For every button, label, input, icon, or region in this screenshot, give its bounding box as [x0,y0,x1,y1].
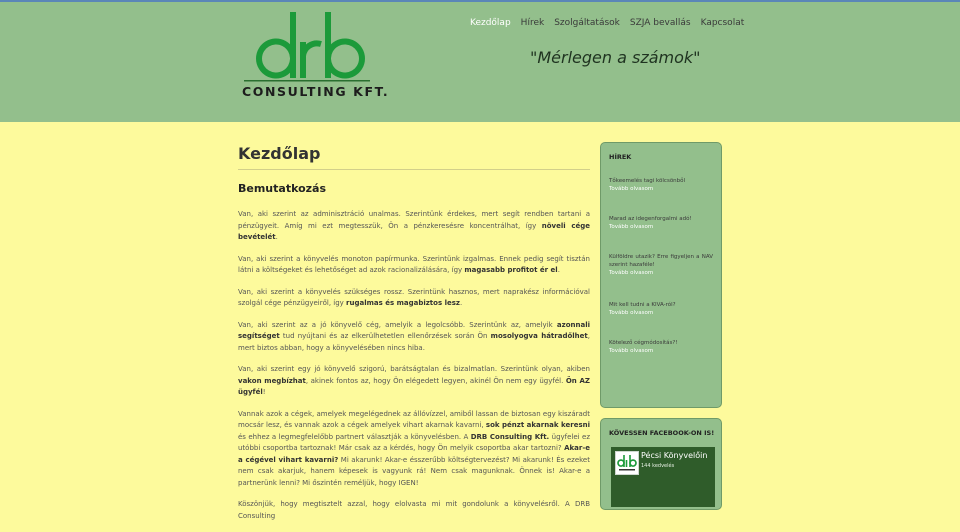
read-more-link[interactable]: Tovább olvasom [609,224,654,230]
read-more-link[interactable]: Tovább olvasom [609,310,654,316]
facebook-page-thumbnail [615,451,639,475]
news-item-title[interactable]: Marad az idegenforgalmi adó! [609,216,692,222]
facebook-page-widget[interactable] [611,447,715,507]
news-item-title[interactable]: Külföldre utazik? Erre figyeljen a NAV szerint hazaféle! [609,254,713,268]
news-box-title: HÍREK [609,153,632,161]
nav-szolgaltatasok[interactable]: Szolgáltatások [554,18,620,28]
read-more-link[interactable]: Tovább olvasom [609,186,654,192]
news-box [600,142,722,408]
intro-paragraph-6: Vannak azok a cégek, amelyek megelégednek az állóvízzel, amiből lassan de biztosan egy kiszáradt mocsár lesz, és vannak azok a cégek amelyek vihart akarnak kavarni, sok pénzt akarnak keresni és ehhez a legmegfelelőbb partnert választják a könyvelésben. A DRB Consulting Kft. ügyfelei ez utóbbi csoportba tartoznak! Már csak az a kérdés, hogy Ön melyik csoportba akar tartozni? Akar-e a cégével vihart kavarni? Mi akarunk! Akar-e ésszerűbb költségtervezést? Mi akarunk! És ezeket nem csak akarjuk, hanem képesek is vagyunk rá! Nem csak magunknak. Önnek is! Akar-e a partnerünk lenni? Mi őszintén reméljük, hogy IGEN! [238,409,591,487]
news-item [609,177,713,193]
logo-text: CONSULTING KFT. [242,84,390,99]
news-item [609,301,713,317]
intro-paragraph-1: Van, aki szerint az adminisztráció unalmas. Szerintünk érdekes, mert segít rendben tartani a pénzügyeit. Amíg mi ezt megtesszük, Ön a pénzkeresésre koncentrálhat, így növeli cége bevételét. [238,210,590,241]
facebook-like-count: 144 kedvelés [641,463,675,469]
news-item-title[interactable]: Mit kell tudni a KIVA-ról? [609,302,676,308]
read-more-link[interactable]: Tovább olvasom [609,348,654,354]
nav-hirek[interactable]: Hírek [520,18,545,28]
news-item [609,253,713,277]
news-item-title[interactable]: Tőkeemelés tagi kölcsönből [609,178,686,184]
intro-paragraph-7: Köszönjük, hogy megtisztelt azzal, hogy elolvasta mi mit gondolunk a könyvelésről. A DRB Consulting [238,500,590,520]
nav-szja-bevallas[interactable]: SZJA bevallás [629,18,691,28]
page-title: Kezdőlap [238,144,590,170]
news-item [609,339,713,355]
intro-paragraph-4: Van, aki szerint az a jó könyvelő cég, amelyik a legolcsóbb. Szerintünk az, amelyik azonnali segítséget tud nyújtani és az elkerülhetetlen ellenőrzések során Ön mosolyogva hátradőlhet, mert biztos abban, hogy a könyvelésében nincs hiba. [238,320,590,352]
nav-kezdolap[interactable]: Kezdőlap [470,18,511,28]
news-item-title[interactable]: Kötelező cégmódosítás?! [609,340,678,346]
intro-paragraph-5: Van, aki szerint egy jó könyvelő szigorú, barátságtalan és bizalmatlan. Szerintünk olyan, akiben vakon megbízhat, akinek fontos az, hogy Ön elégedett legyen, akinél Ön nem egy ügyfél. Ön AZ ügyfél! [238,365,590,396]
slogan: "Mérlegen a számok" [530,48,701,67]
section-title: Bemutatkozás [238,182,327,195]
facebook-page-name[interactable]: Pécsi Könyvelőin [641,451,708,460]
news-item [609,215,713,231]
main-nav [470,18,744,28]
facebook-box [600,418,722,510]
main-content [238,144,590,532]
facebook-box-title: KÖVESSEN FACEBOOK-ON IS! [609,429,715,437]
intro-paragraph-3: Van, aki szerint a könyvelés szükséges rossz. Szerintünk hasznos, mert naprakész információval szolgál cége pénzügyeiről, így rugalmas és magabiztos lesz. [238,287,590,307]
intro-paragraph-2: Van, aki szerint a könyvelés monoton papírmunka. Szerintünk izgalmas. Ennek pedig segít tisztán látni a költségeket és lehetőséget ad azok racionalizálására, így magasabb profitot ér el. [238,254,590,274]
read-more-link[interactable]: Tovább olvasom [609,270,654,276]
nav-kapcsolat[interactable]: Kapcsolat [700,18,745,28]
